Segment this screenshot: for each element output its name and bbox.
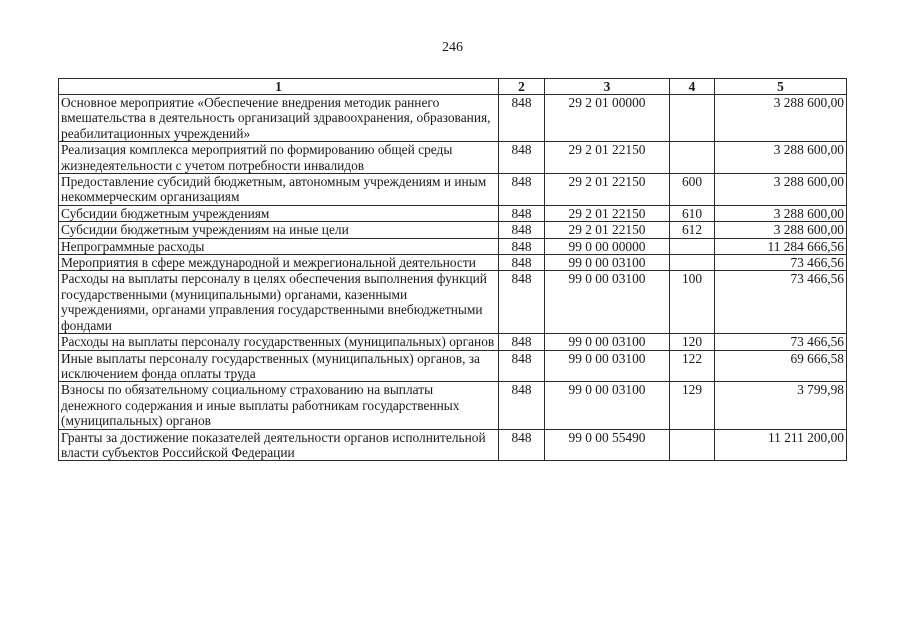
budget-table: [58, 78, 847, 461]
row-col3: 99 0 00 00000: [545, 238, 670, 254]
header-col-3: 3: [545, 79, 670, 95]
row-col2: 848: [499, 334, 545, 350]
table-row: [59, 174, 847, 206]
row-col2: 848: [499, 382, 545, 429]
table-row: [59, 334, 847, 350]
row-col5: 73 466,56: [715, 334, 847, 350]
row-col4: 610: [670, 205, 715, 221]
table-row: [59, 142, 847, 174]
row-name: Субсидии бюджетным учреждениям на иные цели: [59, 222, 499, 238]
row-col5: 3 288 600,00: [715, 222, 847, 238]
row-col3: 29 2 01 22150: [545, 205, 670, 221]
row-col5: 3 288 600,00: [715, 95, 847, 142]
row-name: Непрограммные расходы: [59, 238, 499, 254]
row-col4: [670, 142, 715, 174]
row-col3: 29 2 01 00000: [545, 95, 670, 142]
row-name: Взносы по обязательному социальному страхованию на выплаты денежного содержания и иные выплаты работникам государственных (муниципальных) органов: [59, 382, 499, 429]
row-col4: 100: [670, 271, 715, 334]
row-col3: 29 2 01 22150: [545, 174, 670, 206]
row-col3: 99 0 00 03100: [545, 382, 670, 429]
row-col5: 11 211 200,00: [715, 429, 847, 461]
table-row: [59, 429, 847, 461]
row-col3: 99 0 00 03100: [545, 271, 670, 334]
row-col4: 122: [670, 350, 715, 382]
row-name: Гранты за достижение показателей деятельности органов исполнительной власти субъектов Российской Федерации: [59, 429, 499, 461]
row-col5: 3 288 600,00: [715, 205, 847, 221]
row-col2: 848: [499, 222, 545, 238]
row-name: Расходы на выплаты персоналу в целях обеспечения выполнения функций государственными (муниципальными) органами, казенными учреждениями, органами управления государственными внебюджетными фондами: [59, 271, 499, 334]
row-col2: 848: [499, 271, 545, 334]
row-col5: 73 466,56: [715, 271, 847, 334]
row-name: Реализация комплекса мероприятий по формированию общей среды жизнедеятельности с учетом потребности инвалидов: [59, 142, 499, 174]
table-row: [59, 271, 847, 334]
row-name: Иные выплаты персоналу государственных (муниципальных) органов, за исключением фонда оплаты труда: [59, 350, 499, 382]
header-col-4: 4: [670, 79, 715, 95]
row-name: Субсидии бюджетным учреждениям: [59, 205, 499, 221]
row-col4: [670, 238, 715, 254]
row-col2: 848: [499, 95, 545, 142]
row-col4: [670, 429, 715, 461]
row-col5: 73 466,56: [715, 255, 847, 271]
row-col4: [670, 255, 715, 271]
row-col2: 848: [499, 205, 545, 221]
row-name: Предоставление субсидий бюджетным, автономным учреждениям и иным некоммерческим организациям: [59, 174, 499, 206]
row-col3: 99 0 00 03100: [545, 255, 670, 271]
table-row: [59, 255, 847, 271]
row-col5: 3 288 600,00: [715, 142, 847, 174]
row-name: Основное мероприятие «Обеспечение внедрения методик раннего вмешательства в деятельность организаций здравоохранения, образования, реабилитационных учреждений»: [59, 95, 499, 142]
table-row: [59, 238, 847, 254]
page-number: 246: [442, 40, 463, 55]
row-col2: 848: [499, 350, 545, 382]
table-row: [59, 350, 847, 382]
row-col3: 99 0 00 03100: [545, 334, 670, 350]
row-col3: 99 0 00 55490: [545, 429, 670, 461]
table-row: [59, 222, 847, 238]
row-col2: 848: [499, 255, 545, 271]
row-col2: 848: [499, 142, 545, 174]
row-col5: 3 799,98: [715, 382, 847, 429]
table-row: [59, 95, 847, 142]
row-col3: 99 0 00 03100: [545, 350, 670, 382]
row-col4: 612: [670, 222, 715, 238]
row-name: Мероприятия в сфере международной и межрегиональной деятельности: [59, 255, 499, 271]
row-col5: 11 284 666,56: [715, 238, 847, 254]
row-col4: 129: [670, 382, 715, 429]
row-col3: 29 2 01 22150: [545, 222, 670, 238]
table-row: [59, 205, 847, 221]
row-col5: 3 288 600,00: [715, 174, 847, 206]
row-col5: 69 666,58: [715, 350, 847, 382]
row-col2: 848: [499, 238, 545, 254]
table-header-row: [59, 79, 847, 95]
header-col-2: 2: [499, 79, 545, 95]
header-col-1: 1: [59, 79, 499, 95]
row-col4: [670, 95, 715, 142]
row-col2: 848: [499, 429, 545, 461]
header-col-5: 5: [715, 79, 847, 95]
row-col4: 120: [670, 334, 715, 350]
row-col4: 600: [670, 174, 715, 206]
row-name: Расходы на выплаты персоналу государственных (муниципальных) органов: [59, 334, 499, 350]
row-col2: 848: [499, 174, 545, 206]
table-row: [59, 382, 847, 429]
row-col3: 29 2 01 22150: [545, 142, 670, 174]
